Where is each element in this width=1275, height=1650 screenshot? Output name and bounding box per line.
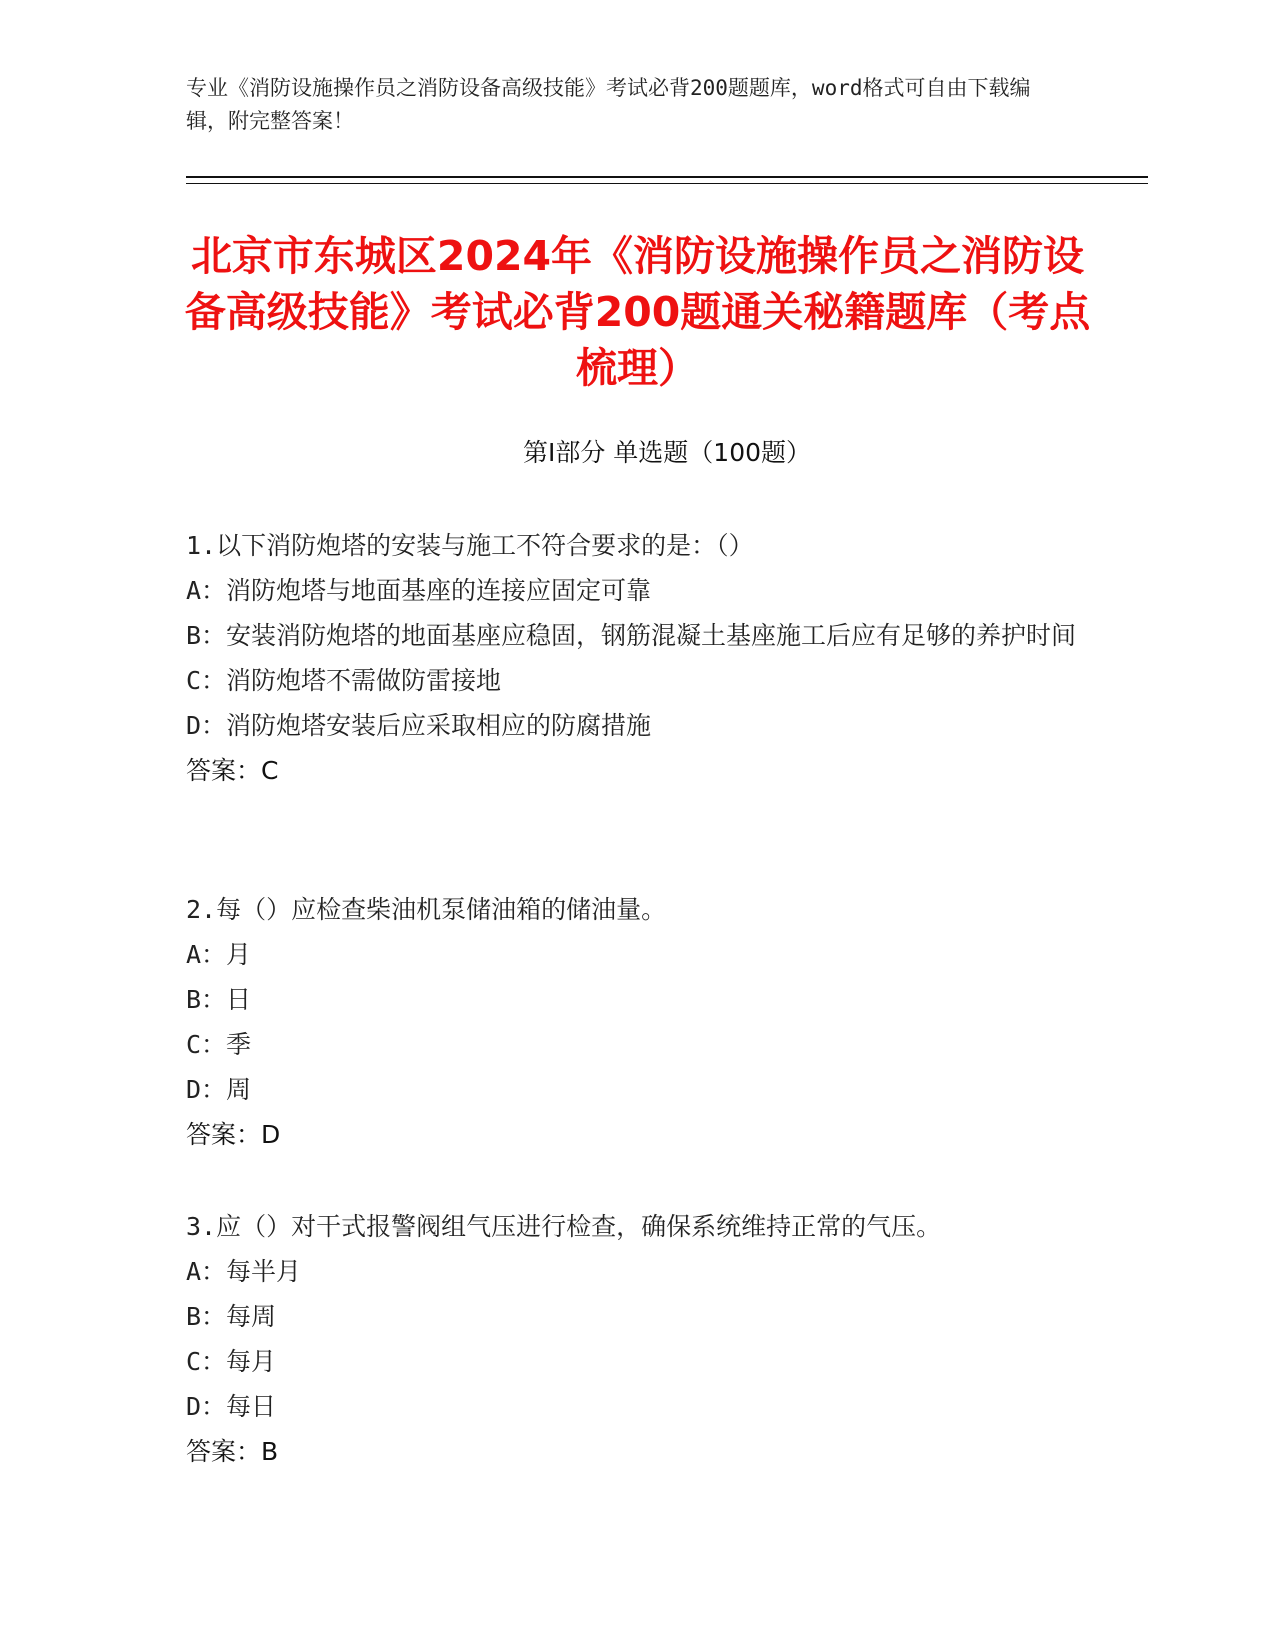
header-note: 专业《消防设施操作员之消防设备高级技能》考试必背200题题库，word格式可自由下载编辑，附完整答案！ (186, 76, 1031, 133)
question-stem: 3.应（）对干式报警阀组气压进行检查，确保系统维持正常的气压。 (186, 1212, 942, 1241)
option-b: B：安装消防炮塔的地面基座应稳固，钢筋混凝土基座施工后应有足够的养护时间 (186, 621, 1077, 650)
answer: 答案：D (186, 1120, 281, 1149)
option-d: D：消防炮塔安装后应采取相应的防腐措施 (186, 711, 652, 740)
option-b: B：日 (186, 985, 252, 1014)
question-2 (186, 887, 1086, 1158)
option-a: A：消防炮塔与地面基座的连接应固定可靠 (186, 576, 652, 605)
header-divider-thick (186, 176, 1148, 178)
answer: 答案：B (186, 1437, 279, 1466)
header-divider-thin (186, 183, 1148, 184)
option-c: C：每月 (186, 1347, 277, 1376)
answer: 答案：C (186, 756, 279, 785)
option-c: C：季 (186, 1030, 252, 1059)
question-3 (186, 1204, 1086, 1475)
option-d: D：每日 (186, 1392, 277, 1421)
option-a: A：月 (186, 940, 252, 969)
question-1 (186, 523, 1086, 794)
option-d: D：周 (186, 1075, 252, 1104)
option-b: B：每周 (186, 1302, 277, 1331)
document-title: 北京市东城区2024年《消防设施操作员之消防设备高级技能》考试必背200题通关秘籍题库（考点梳理） (184, 232, 1091, 392)
option-c: C：消防炮塔不需做防雷接地 (186, 666, 502, 695)
question-stem: 2.每（）应检查柴油机泵储油箱的储油量。 (186, 895, 667, 924)
section-title: 第I部分 单选题（100题） (522, 438, 812, 467)
option-a: A：每半月 (186, 1257, 302, 1286)
question-stem: 1.以下消防炮塔的安装与施工不符合要求的是：（） (186, 531, 754, 560)
